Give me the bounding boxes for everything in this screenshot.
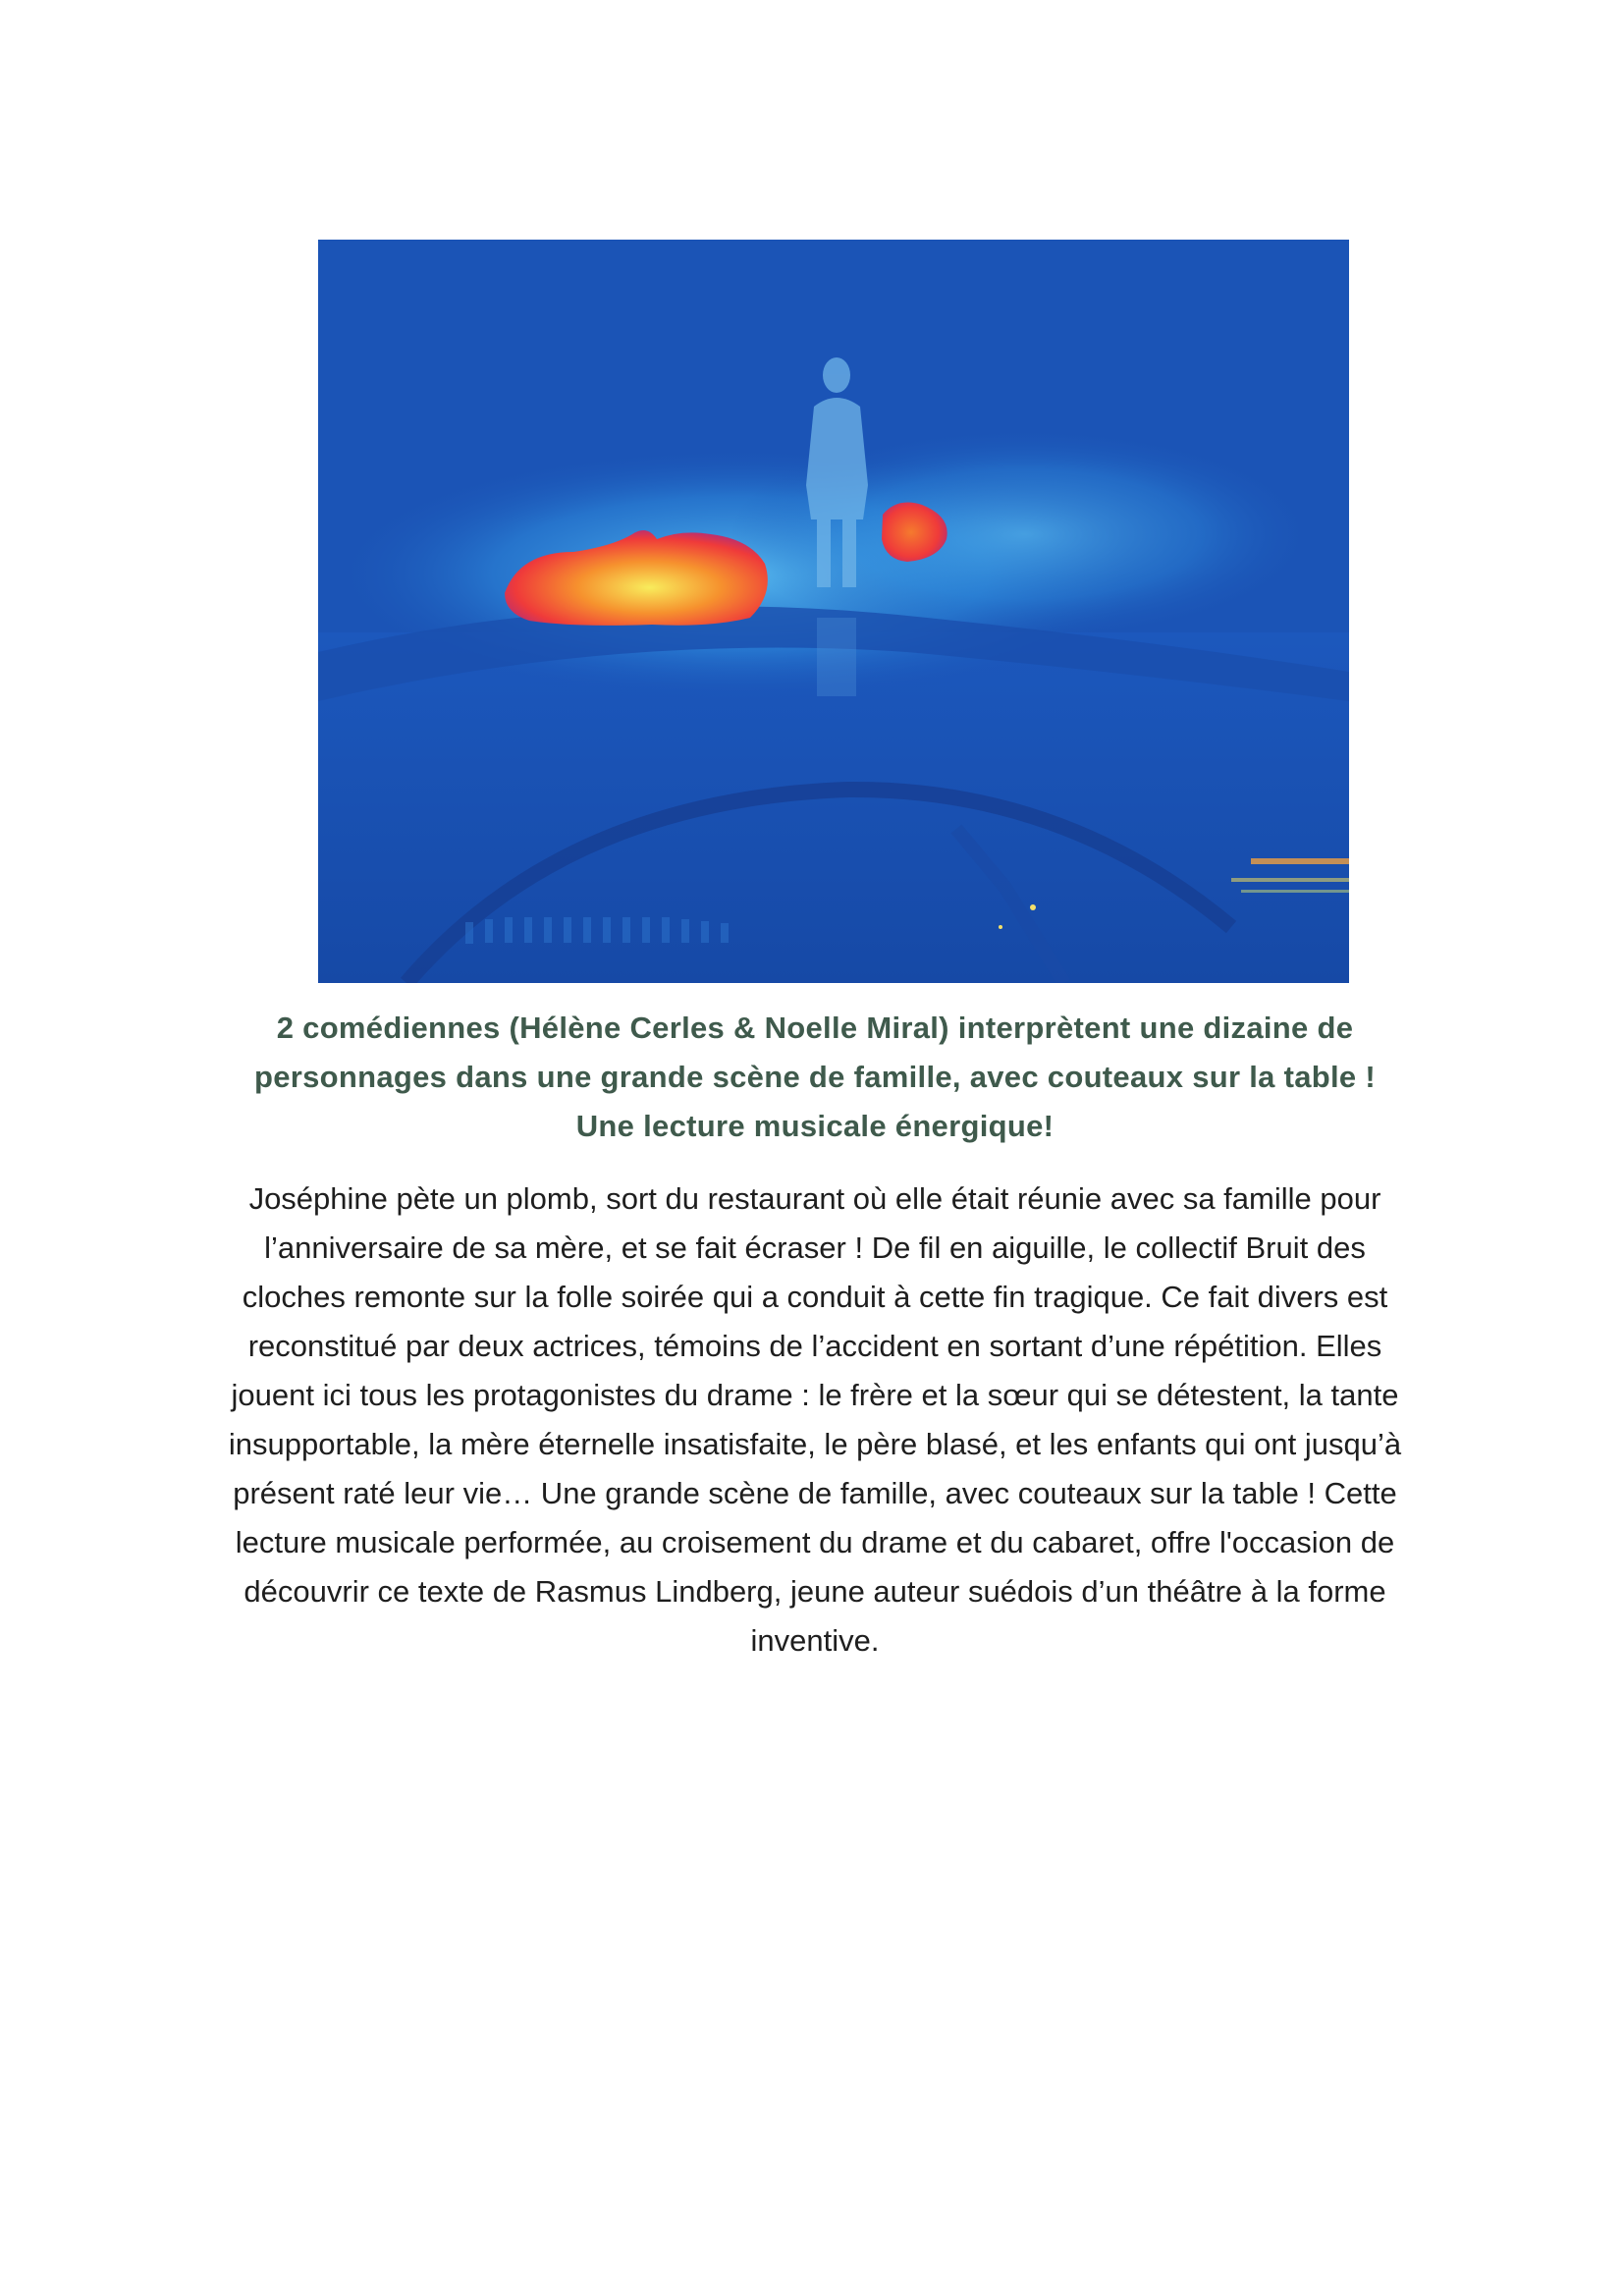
caption-summary: 2 comédiennes (Hélène Cerles & Noelle Miral) interprètent une dizaine de personnages dans une grande scène de famille, avec couteaux sur la table ! Une lecture musicale énergique! xyxy=(253,1011,1377,1143)
body-paragraph: Joséphine pète un plomb, sort du restaurant où elle était réunie avec sa famille pour l’anniversaire de sa mère, et se fait écraser ! De fil en aiguille, le collectif Bruit des cloches remonte sur la folle soirée qui a conduit à cette fin tragique. Ce fait divers est reconstitué par deux actrices, témoins de l’accident en sortant d’une répétition. Elles jouent ici tous les protagonistes du drame : le frère et la sœur qui se détestent, la tante insupportable, la mère éternelle insatisfaite, le père blasé, et les enfants qui ont jusqu’à présent raté leur vie… Une grande scène de famille, avec couteaux sur la table ! Cette lecture musicale performée, au croisement du drame et du cabaret, offre l'occasion de découvrir ce texte de Rasmus Lindberg, jeune auteur suédois d’un théâtre à la forme inventive. xyxy=(228,1181,1402,1658)
thermal-stage-photo xyxy=(318,240,1349,983)
